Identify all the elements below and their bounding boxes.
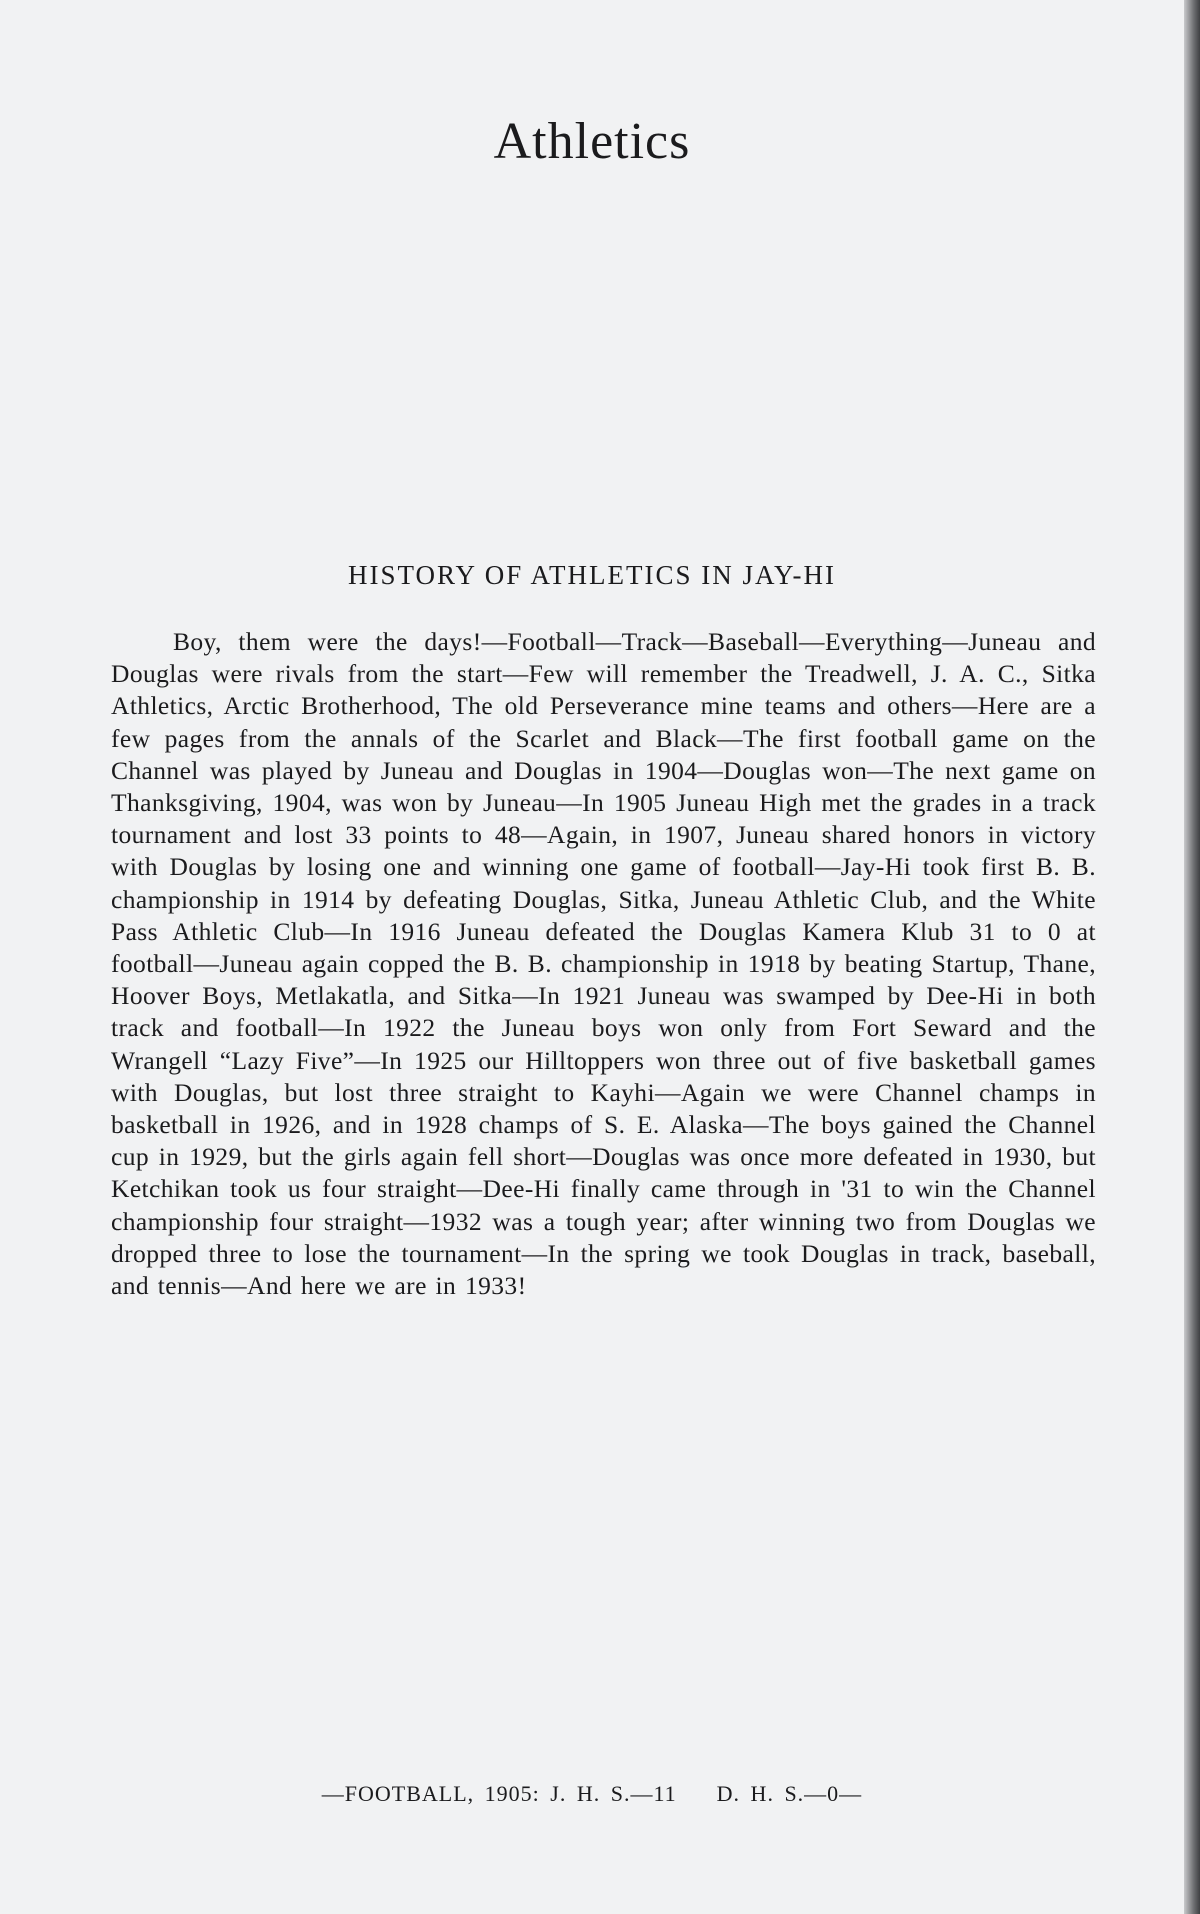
footer-caption <box>0 1781 1184 1807</box>
page-edge-shadow <box>1184 0 1200 1914</box>
footer-score-douglas: D. H. S.—0— <box>716 1781 863 1806</box>
section-heading: HISTORY OF ATHLETICS IN JAY-HI <box>347 560 837 590</box>
footer-score-juneau: —FOOTBALL, 1905: J. H. S.—11 <box>321 1781 677 1806</box>
page-title: Athletics <box>493 113 691 170</box>
body-paragraph: Boy, them were the days!—Football—Track—Baseball—Everything—Juneau and Douglas were rivals from the start—Few will remember the Treadwell, J. A. C., Sitka Athletics, Arctic Brotherhood, The old Perseverance mine teams and others—Here are a few pages from the annals of the Scarlet and Black—The first football game on the Channel was played by Juneau and Douglas in 1904—Douglas won—The next game on Thanksgiving, 1904, was won by Juneau—In 1905 Juneau High met the grades in a track tournament and lost 33 points to 48—Again, in 1907, Juneau shared honors in victory with Douglas by losing one and winning one game of football—Jay-Hi took first B. B. championship in 1914 by defeating Douglas, Sitka, Juneau Athletic Club, and the White Pass Athletic Club—In 1916 Juneau defeated the Douglas Kamera Klub 31 to 0 at football—Juneau again copped the B. B. championship in 1918 by beating Startup, Thane, Hoover Boys, Metlakatla, and Sitka—In 1921 Juneau was swamped by Dee-Hi in both track and football—In 1922 the Juneau boys won only from Fort Seward and the Wrangell “Lazy Five”—In 1925 our Hilltoppers won three out of five basketball games with Douglas, but lost three straight to Kayhi—Again we were Channel champs in basketball in 1926, and in 1928 champs of S. E. Alaska—The boys gained the Channel cup in 1929, but the girls again fell short—Douglas was once more defeated in 1930, but Ketchikan took us four straight—Dee-Hi finally came through in '31 to win the Channel championship four straight—1932 was a tough year; after winning two from Douglas we dropped three to lose the tournament—In the spring we took Douglas in track, baseball, and tennis—And here we are in 1933! <box>111 627 1096 1301</box>
